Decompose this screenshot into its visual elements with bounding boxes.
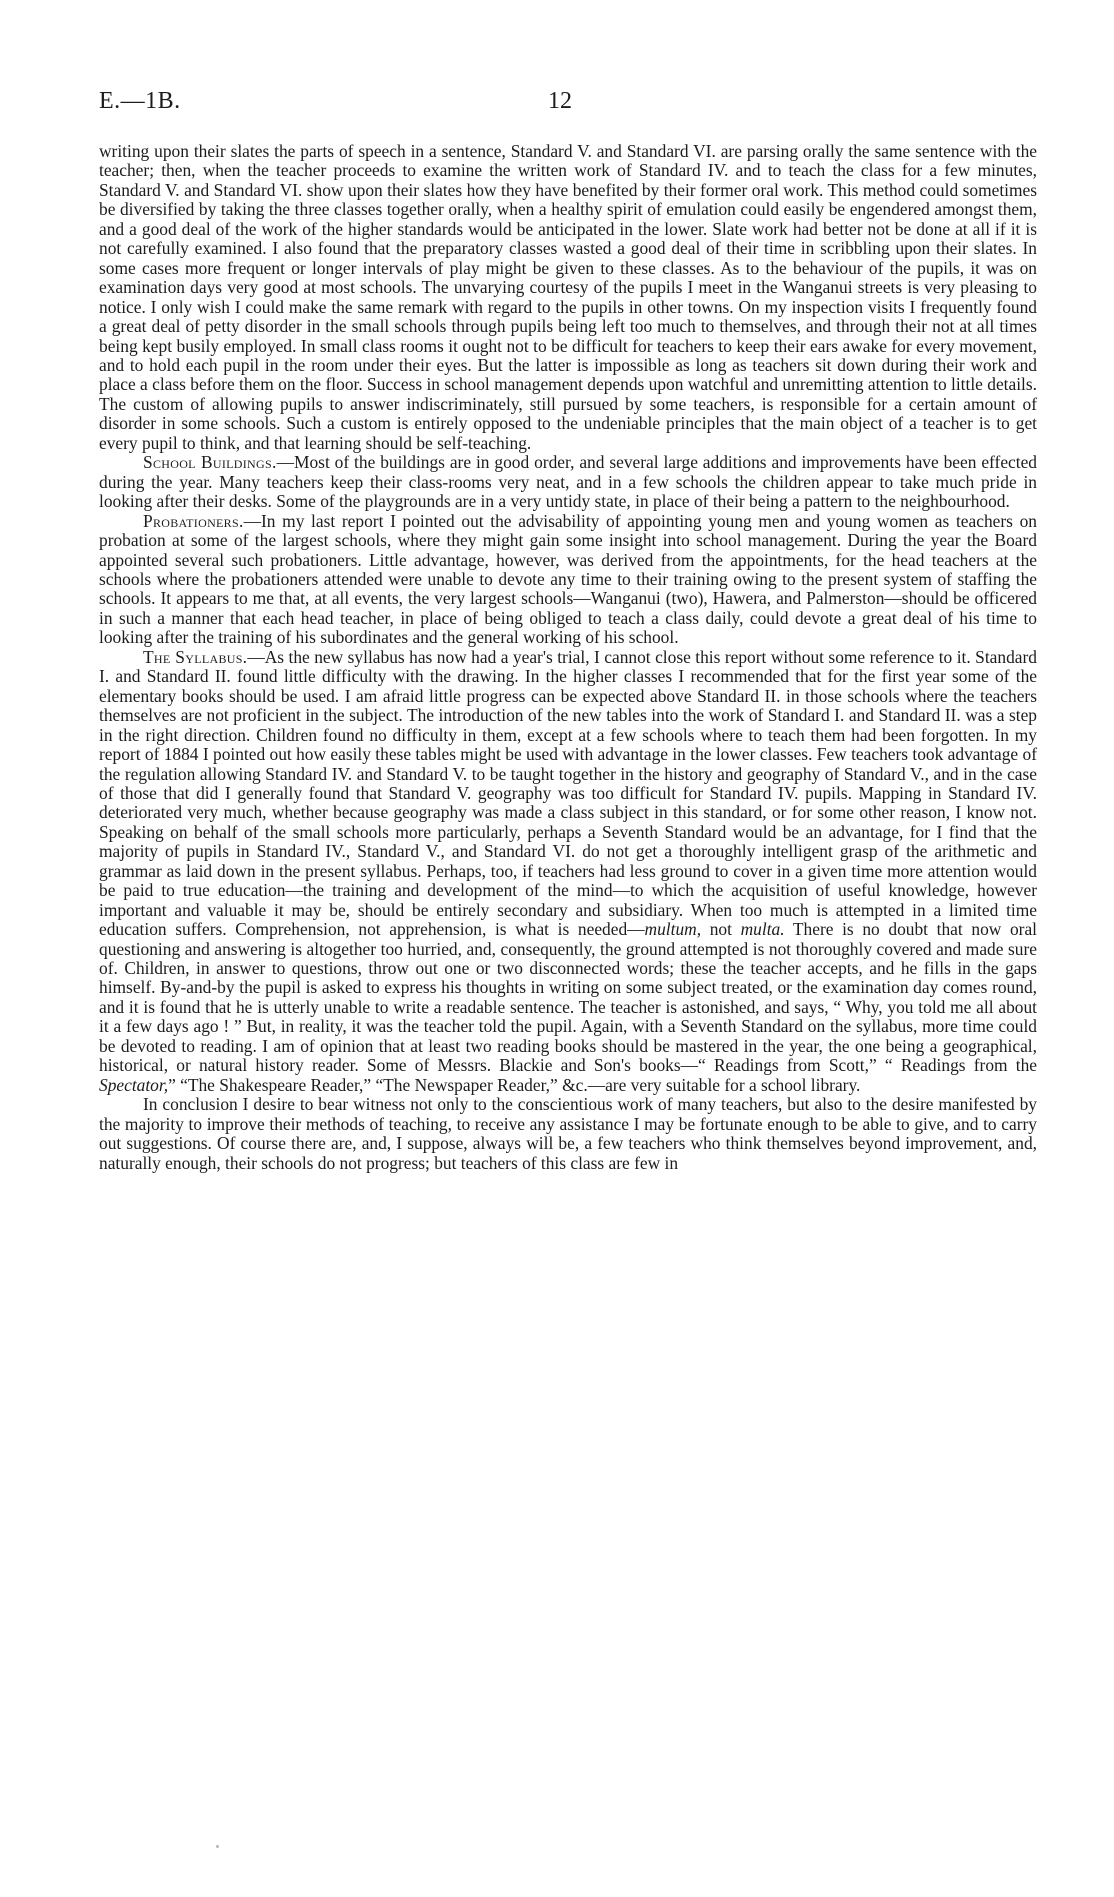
paragraph-syllabus xyxy=(99,648,1037,1095)
page-number: 12 xyxy=(548,88,572,114)
latin-phrase: multa. xyxy=(740,919,785,940)
paragraph-text: not xyxy=(701,919,741,940)
paragraph-probationers xyxy=(99,512,1037,648)
section-heading-probationers: Probationers. xyxy=(143,510,244,531)
paragraph-text: ” “The Shakespeare Reader,” “The Newspaper Reader,” &c.—are very suitable for a school library. xyxy=(168,1074,861,1095)
paragraph-text: —In my last report I pointed out the advisability of appointing young men and young women as teachers on probation at some of the largest schools, where they might gain some insight into school management. During the year the Board appointed several such probationers. Little advantage, however, was derived from the appointments, for the head teachers at the schools where the probationers attended were unable to devote any time to their training owing to the present system of staffing the schools. It appears to me that, at all events, the very largest schools—Wanganui (two), Hawera, and Palmerston—should be officered in such a manner that each head teacher, in place of being obliged to teach a class daily, could devote a great deal of his time to looking after the training of his subordinates and the general working of his school. xyxy=(99,510,1037,648)
paragraph-text: —As the new syllabus has now had a year's trial, I cannot close this report without some reference to it. Standard I. and Standard II. found little difficulty with the drawing. In the higher classes I recommended that for the first year some of the elementary books should be used. I am afraid little progress can be expected above Standard II. in those schools where the teachers themselves are not proficient in the subject. The introduction of the new tables into the work of Standard I. and Standard II. was a step in the right direction. Children found no difficulty in them, except at a few schools where to teach them had been forgotten. In my report of 1884 I pointed out how easily these tables might be used with advantage in the lower classes. Few teachers took advantage of the regulation allowing Standard IV. and Standard V. to be taught together in the history and geography of Standard V., and in the case of those that did I generally found that Standard V. geography was too difficult for Standard IV. pupils. Mapping in Standard IV. deteriorated very much, whether because geography was made a class subject in this standard, or for some other reason, I know not. Speaking on behalf of the small schools more particularly, perhaps a Seventh Standard would be an advantage, for I find that the majority of pupils in Standard IV., Standard V., and Standard VI. do not get a thoroughly intelligent grasp of the arithmetic and grammar as laid down in the present syllabus. Perhaps, too, if teachers had less ground to cover in a given time more attention would be paid to true education—the training and development of the mind—to which the acquisition of useful knowledge, however important and valuable it may be, should be entirely secondary and subsidiary. When too much is attempted in a limited time education suffers. Comprehension, not apprehension, is what is needed— xyxy=(99,646,1037,940)
document-reference: E.—1B. xyxy=(99,88,181,114)
latin-phrase: multum, xyxy=(644,919,702,940)
paragraph-text: —Most of the buildings are in good order, and several large additions and improvements have been effected during the year. Many teachers keep their class-rooms very neat, and in a few schools the children appear to take much pride in looking after their desks. Some of the playgrounds are in a very untidy state, in place of their being a pattern to the neighbourhood. xyxy=(99,452,1037,512)
section-heading-syllabus: The Syllabus. xyxy=(143,646,248,667)
report-body xyxy=(99,142,1037,1173)
book-title: Spectator, xyxy=(99,1074,169,1095)
paragraph-conclusion: In conclusion I desire to bear witness not only to the conscientious work of many teachers, but also to the desire manifested by the majority to improve their methods of teaching, to receive any assistance I may be fortunate enough to be able to give, and to carry out suggestions. Of course there are, and, I suppose, always will be, a few teachers who think themselves beyond improvement, and, naturally enough, their schools do not progress; but teachers of this class are few in xyxy=(99,1094,1037,1173)
paragraph-school-buildings xyxy=(99,453,1037,511)
section-heading-school-buildings: School Buildings. xyxy=(143,452,277,473)
paragraph-classroom-discipline: writing upon their slates the parts of speech in a sentence, Standard V. and Standard VI. are parsing orally the same sentence with the teacher; then, when the teacher proceeds to examine the written work of Standard IV. and to teach the class for a few minutes, Standard V. and Standard VI. show upon their slates how they have benefited by their former oral work. This method could sometimes be diversified by taking the three classes together orally, when a healthy spirit of emulation could easily be engendered amongst them, and a good deal of the work of the higher standards would be anticipated in the lower. Slate work had better not be done at all if it is not carefully examined. I also found that the preparatory classes wasted a good deal of their time in scribbling upon their slates. In some cases more frequent or longer intervals of play might be given to these classes. As to the behaviour of the pupils, it was on examination days very good at most schools. The unvarying courtesy of the pupils I meet in the Wanganui streets is very pleasing to notice. I only wish I could make the same remark with regard to the pupils in other towns. On my inspection visits I frequently found a great deal of petty disorder in the small schools through pupils being left too much to themselves, and through their not at all times being kept busily employed. In small class rooms it ought not to be difficult for teachers to keep their ears awake for every movement, and to hold each pupil in the room under their eyes. But the latter is impossible as long as teachers sit down during their work and place a class before them on the floor. Success in school management depends upon watchful and unremitting attention to little details. The custom of allowing pupils to answer indiscriminately, still pursued by some teachers, is responsible for a certain amount of disorder in some schools. Such a custom is entirely opposed to the undeniable principles that the main object of a teacher is to get every pupil to think, and that learning should be self-teaching. xyxy=(99,141,1037,453)
page-speck xyxy=(216,1845,219,1848)
paragraph-text: There is no doubt that now oral questioning and answering is altogether too hurried, and, consequently, the ground attempted is not thoroughly covered and made sure of. Children, in answer to questions, throw out one or two disconnected words; these the teacher accepts, and he fills in the gaps himself. By-and-by the pupil is asked to express his thoughts in writing on some subject treated, or the examination day comes round, and it is found that he is utterly unable to write a readable sentence. The teacher is astonished, and says, “ Why, you told me all about it a few days ago ! ” But, in reality, it was the teacher told the pupil. Again, with a Seventh Standard on the syllabus, more time could be devoted to reading. I am of opinion that at least two reading books should be mastered in the year, the one being a geographical, historical, or natural history reader. Some of Messrs. Blackie and Son's books—“ Readings from Scott,” “ Readings from the xyxy=(99,919,1038,1076)
